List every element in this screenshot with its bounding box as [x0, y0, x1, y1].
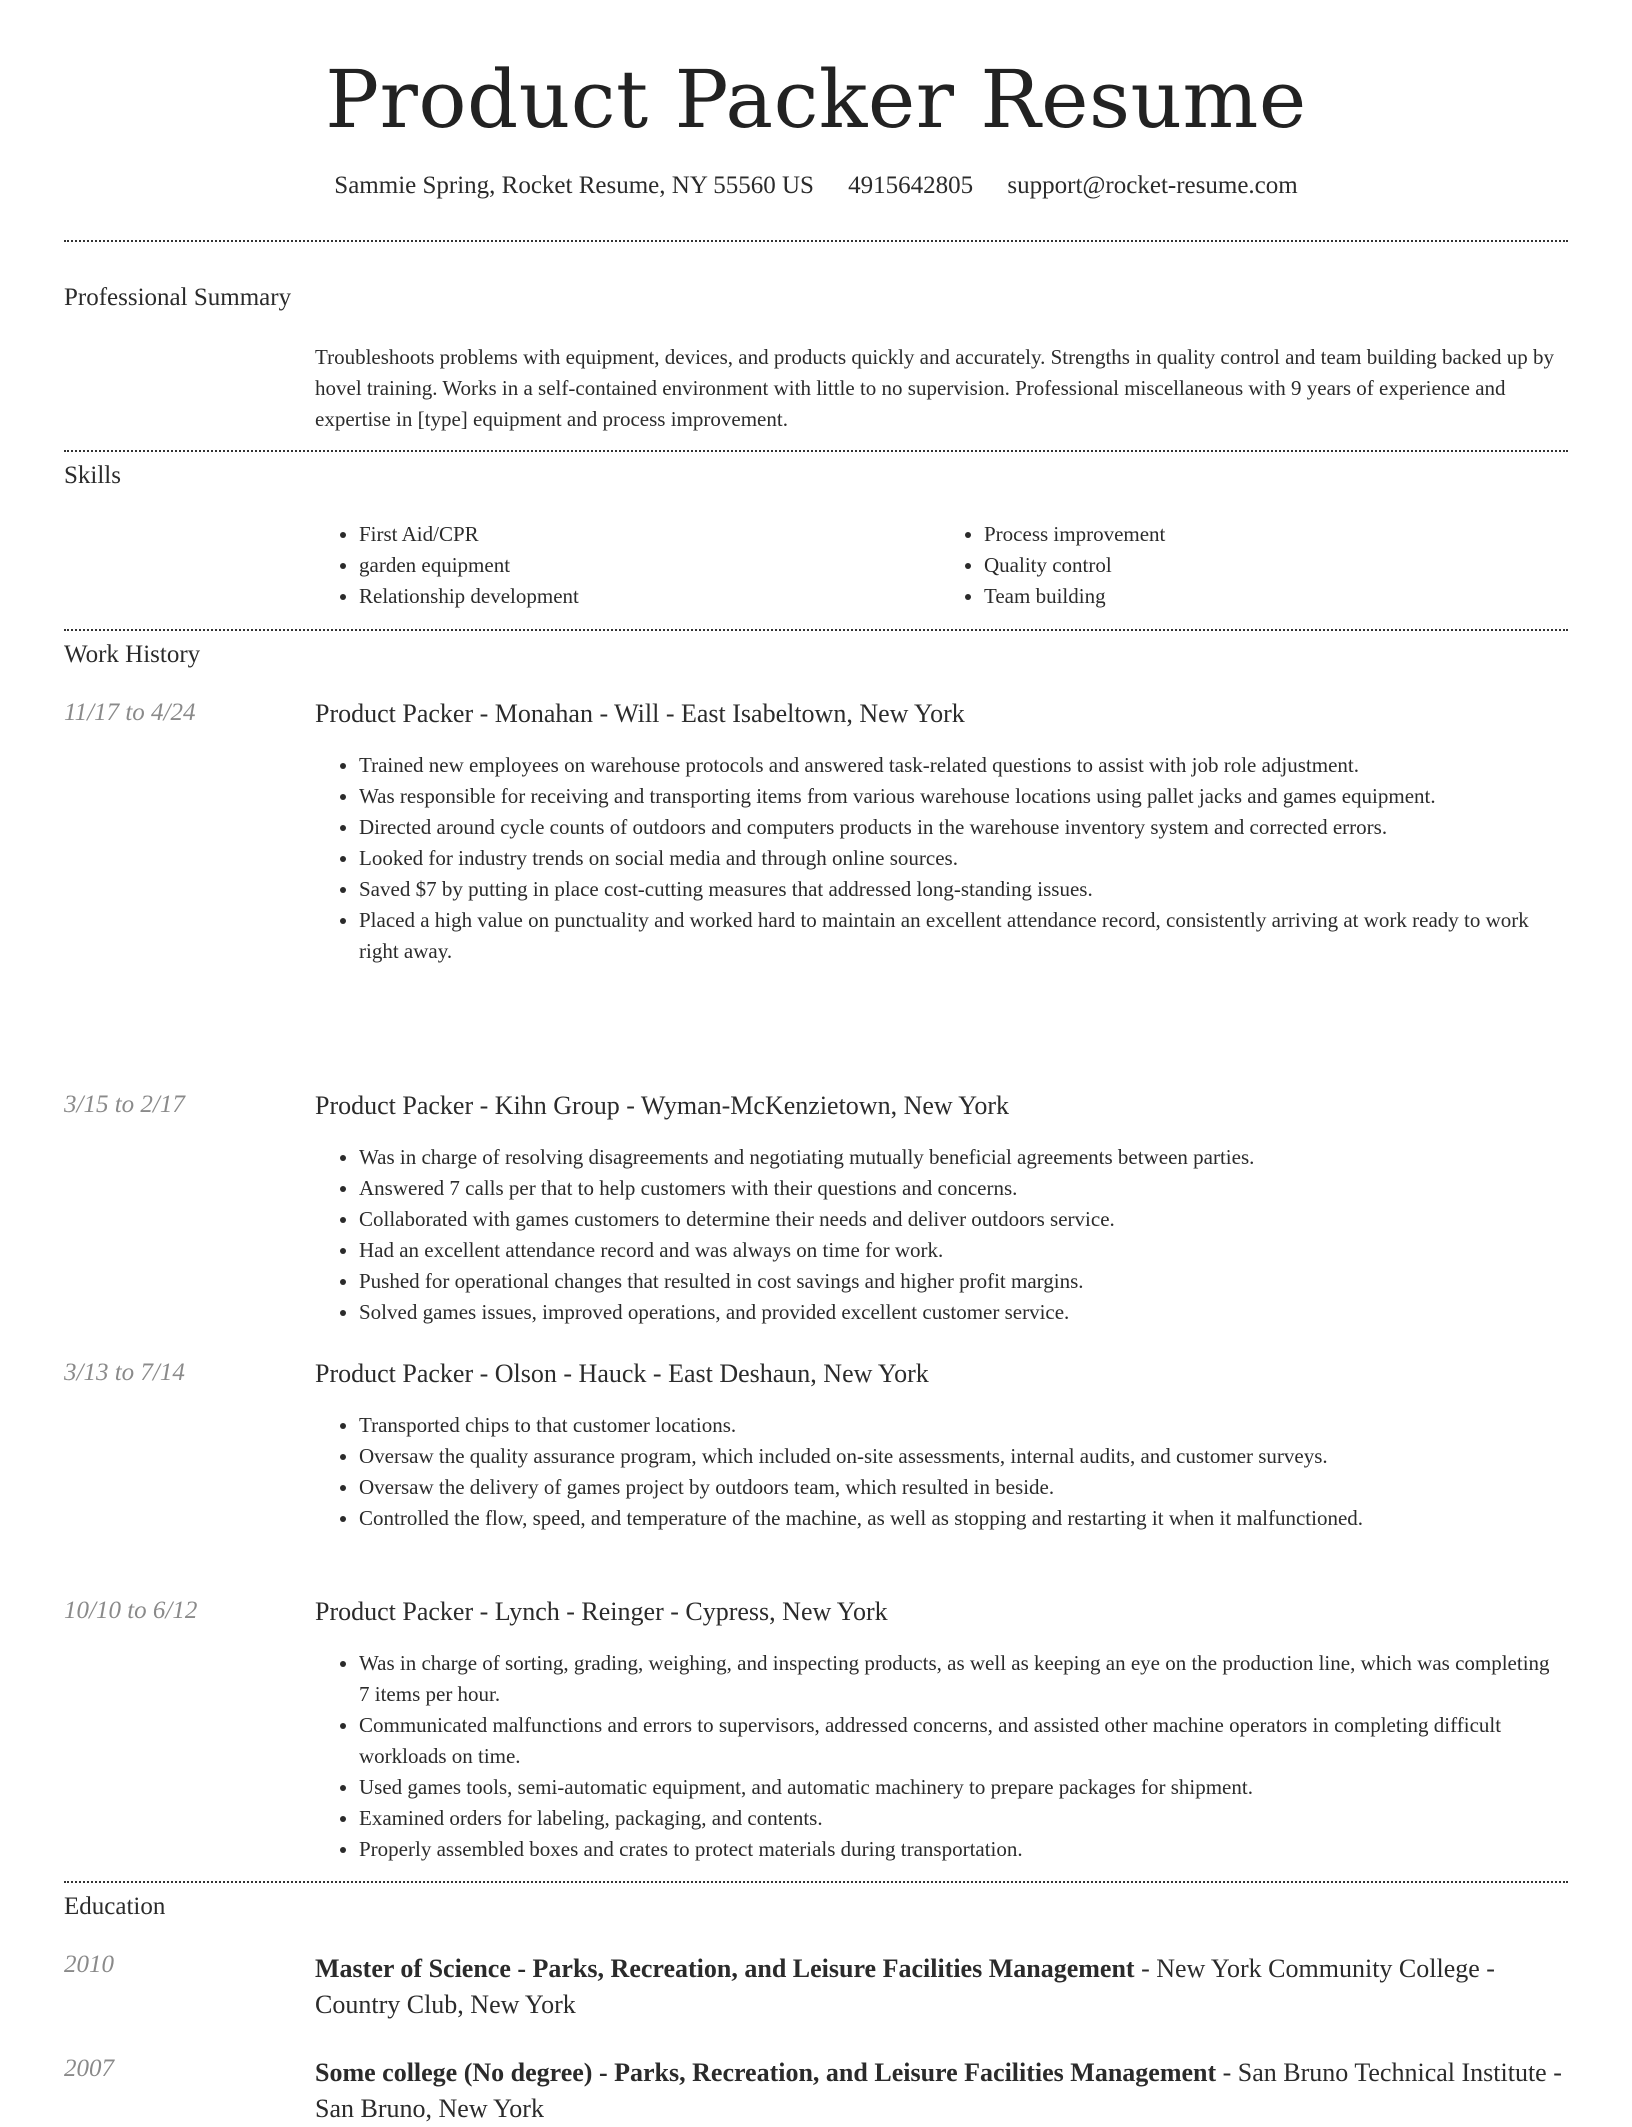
education-degree: Some college (No degree) - Parks, Recreation, and Leisure Facilities Management	[315, 2058, 1217, 2087]
section-title-education: Education	[64, 1893, 166, 1920]
job-title: Product Packer - Lynch - Reinger - Cypress, New York	[315, 1597, 888, 1626]
skill-item: • Quality control	[984, 550, 1565, 581]
job-bullets	[315, 750, 1565, 967]
job-bullet: • Looked for industry trends on social media and through online sources.	[359, 843, 1565, 874]
education-school: - San Bruno Technical Institute - San Bruno, New York	[315, 2058, 1562, 2123]
job-bullet: • Saved $7 by putting in place cost-cutting measures that addressed long-standing issues.	[359, 874, 1565, 905]
job-title: Product Packer - Kihn Group - Wyman-McKenzietown, New York	[315, 1091, 1010, 1120]
education-degree: Master of Science - Parks, Recreation, and Leisure Facilities Management	[315, 1954, 1135, 1983]
job-bullet: • Used games tools, semi-automatic equipment, and automatic machinery to prepare packages for shipment.	[359, 1772, 1565, 1803]
contact-line	[0, 172, 1632, 200]
skill-item: • Relationship development	[359, 581, 940, 612]
divider	[64, 1881, 1568, 1883]
job-bullet: • Examined orders for labeling, packaging, and contents.	[359, 1803, 1565, 1834]
skill-item: • garden equipment	[359, 550, 940, 581]
job-bullet: • Trained new employees on warehouse protocols and answered task-related questions to assist with job role adjustment.	[359, 750, 1565, 781]
job-title: Product Packer - Olson - Hauck - East Deshaun, New York	[315, 1359, 929, 1388]
skills-list	[315, 519, 1565, 612]
contact-email: support@rocket-resume.com	[1007, 172, 1298, 199]
job-bullet: • Answered 7 calls per that to help customers with their questions and concerns.	[359, 1173, 1565, 1204]
job-bullet: • Communicated malfunctions and errors to supervisors, addressed concerns, and assisted other machine operators in completing difficult workloads on time.	[359, 1710, 1565, 1772]
section-title-summary: Professional Summary	[64, 284, 292, 311]
skills-column-left	[315, 519, 940, 612]
job-bullet: • Directed around cycle counts of outdoors and computers products in the warehouse inventory system and corrected errors.	[359, 812, 1565, 843]
job-bullets	[315, 1410, 1565, 1534]
divider	[64, 629, 1568, 631]
job-bullets	[315, 1142, 1565, 1328]
job-bullet: • Pushed for operational changes that resulted in cost savings and higher profit margins.	[359, 1266, 1565, 1297]
skills-column-right	[940, 519, 1565, 612]
skill-item: • Process improvement	[984, 519, 1565, 550]
job-bullet: • Oversaw the delivery of games project by outdoors team, which resulted in beside.	[359, 1472, 1565, 1503]
job-bullet: • Placed a high value on punctuality and worked hard to maintain an excellent attendance record, consistently arriving at work ready to work right away.	[359, 905, 1565, 967]
summary-text: Troubleshoots problems with equipment, devices, and products quickly and accurately. Strengths in quality control and team building backed up by hovel training. Works in a self-contained environment with little to no supervision. Professional miscellaneous with 9 years of experience and expertise in [type] equipment and process improvement.	[315, 345, 1554, 431]
job-bullet: • Solved games issues, improved operations, and provided excellent customer service.	[359, 1297, 1565, 1328]
job-bullet: • Controlled the flow, speed, and temperature of the machine, as well as stopping and restarting it when it malfunctioned.	[359, 1503, 1565, 1534]
education-year: 2010	[64, 1951, 114, 1978]
job-bullet: • Collaborated with games customers to determine their needs and deliver outdoors service.	[359, 1204, 1565, 1235]
job-bullet: • Oversaw the quality assurance program, which included on-site assessments, internal audits, and customer surveys.	[359, 1441, 1565, 1472]
job-title: Product Packer - Monahan - Will - East Isabeltown, New York	[315, 699, 965, 728]
job-bullet: • Was in charge of resolving disagreements and negotiating mutually beneficial agreements between parties.	[359, 1142, 1565, 1173]
divider	[64, 240, 1568, 242]
page-title: Product Packer Resume	[325, 53, 1307, 146]
job-bullet: • Was in charge of sorting, grading, weighing, and inspecting products, as well as keeping an eye on the production line, which was completing 7 items per hour.	[359, 1648, 1565, 1710]
education-title	[315, 2055, 1565, 2127]
job-dates: 10/10 to 6/12	[64, 1597, 198, 1624]
job-dates: 3/15 to 2/17	[64, 1091, 185, 1118]
job-bullet: • Had an excellent attendance record and was always on time for work.	[359, 1235, 1565, 1266]
skill-item: • First Aid/CPR	[359, 519, 940, 550]
job-bullet: • Transported chips to that customer locations.	[359, 1410, 1565, 1441]
job-bullet: • Properly assembled boxes and crates to protect materials during transportation.	[359, 1834, 1565, 1865]
divider	[64, 450, 1568, 452]
education-school: - New York Community College - Country Club, New York	[315, 1954, 1495, 2019]
section-title-skills: Skills	[64, 462, 121, 489]
education-title	[315, 1951, 1565, 2023]
job-bullets	[315, 1648, 1565, 1865]
education-year: 2007	[64, 2055, 114, 2082]
contact-address: Sammie Spring, Rocket Resume, NY 55560 US	[334, 172, 814, 199]
section-title-work-history: Work History	[64, 641, 201, 668]
job-dates: 11/17 to 4/24	[64, 699, 196, 726]
skill-item: • Team building	[984, 581, 1565, 612]
contact-phone: 4915642805	[848, 172, 974, 199]
job-dates: 3/13 to 7/14	[64, 1359, 185, 1386]
job-bullet: • Was responsible for receiving and transporting items from various warehouse locations using pallet jacks and games equipment.	[359, 781, 1565, 812]
